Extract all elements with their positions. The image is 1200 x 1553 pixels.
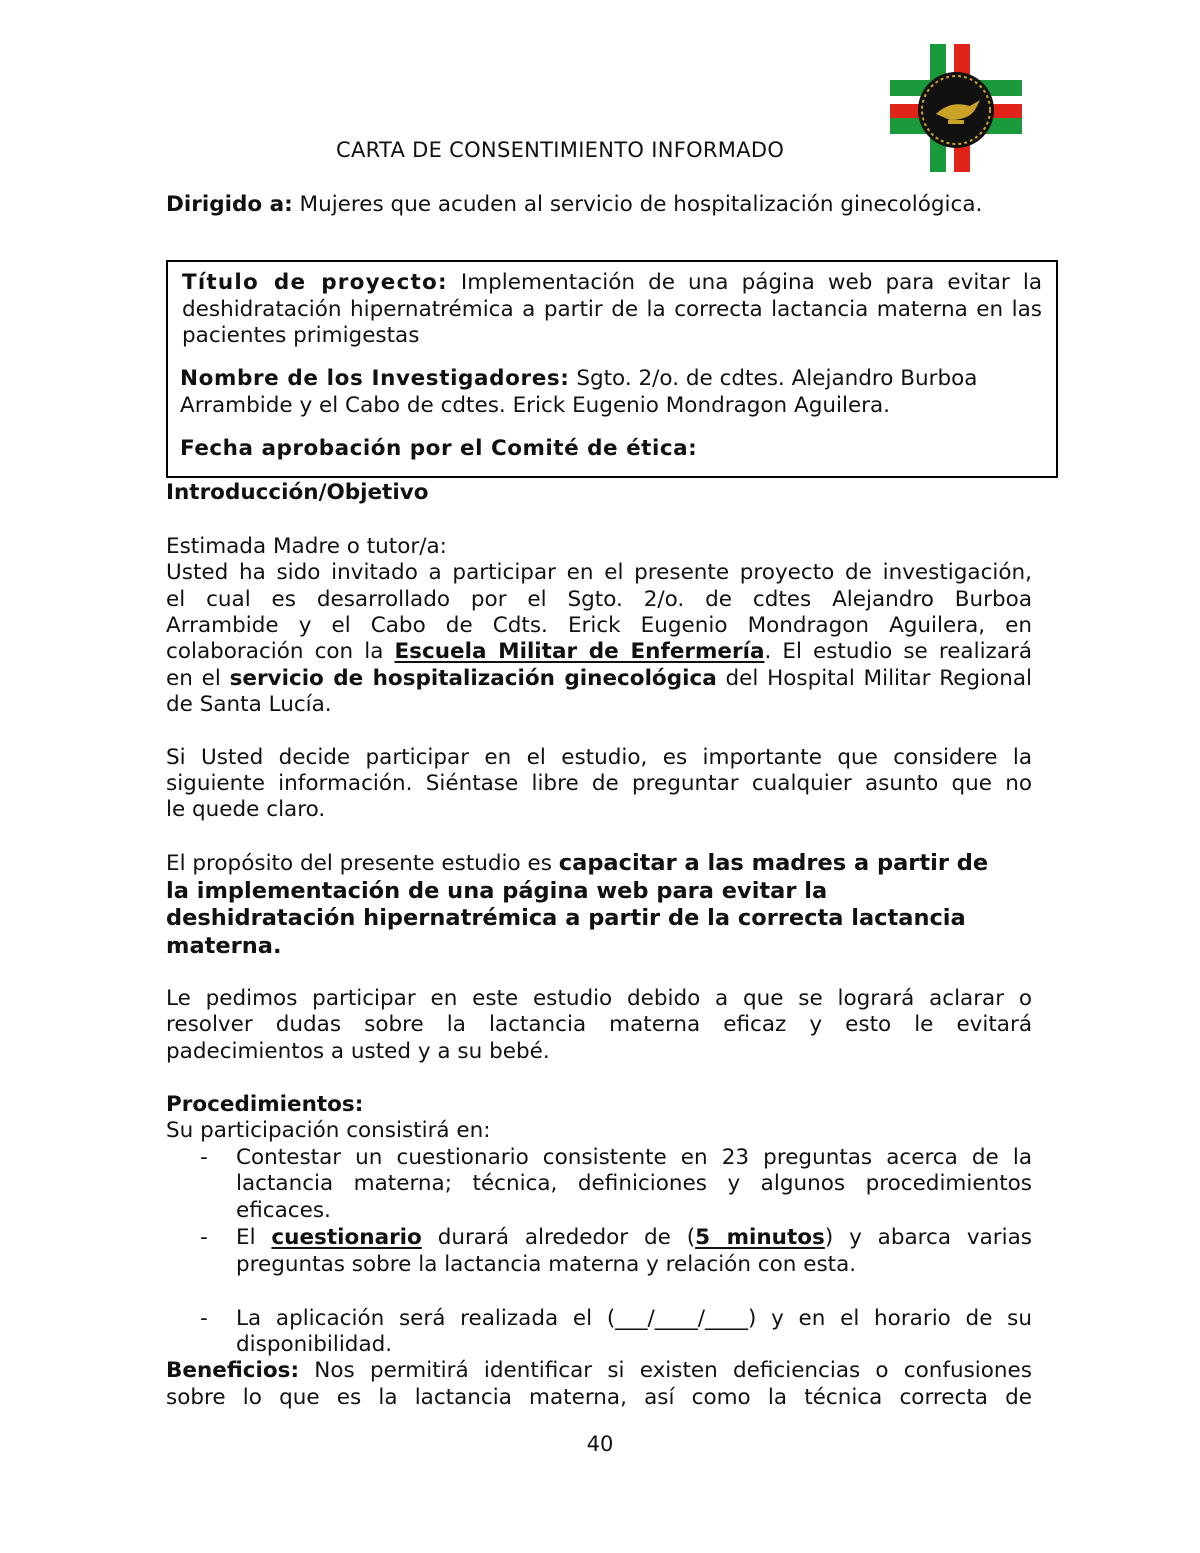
questionnaire-link: cuestionario bbox=[271, 1225, 422, 1250]
intro-p1-line2: el cual es desarrollado por el Sgto. 2/o. de cdtes Alejandro Burboa bbox=[166, 587, 1032, 612]
service-name: servicio de hospitalización ginecológica bbox=[229, 666, 717, 691]
ethics-approval-date: Fecha aprobación por el Comité de ética: bbox=[180, 436, 698, 461]
project-info-box bbox=[166, 260, 1058, 478]
project-title-text: Implementación de una página web para evitar la bbox=[447, 270, 1042, 295]
procedure-item3-line2: disponibilidad. bbox=[236, 1332, 393, 1357]
intro-p1-line5-b: del Hospital Militar Regional bbox=[716, 666, 1032, 691]
intro-p1-line1: Usted ha sido invitado a participar en el presente proyecto de investigación, bbox=[166, 560, 1032, 585]
intro-heading: Introducción/Objetivo bbox=[166, 480, 429, 505]
bullet-marker-3: - bbox=[200, 1306, 208, 1331]
intro-p1-line5-a: en el bbox=[166, 666, 230, 691]
purpose-line2: la implementación de una página web para evitar la bbox=[166, 878, 828, 904]
intro-p1-line3: Arrambide y el Cabo de Cdts. Erick Eugenio Mondragon Aguilera, en bbox=[166, 613, 1032, 638]
item2-c: ) y abarca varias bbox=[824, 1225, 1032, 1250]
purpose-line1 bbox=[166, 850, 1032, 878]
procedure-item2-line2: preguntas sobre la lactancia materna y relación con esta. bbox=[236, 1252, 857, 1277]
school-emblem-logo bbox=[890, 44, 1022, 172]
purpose-bold-a: capacitar a las madres a partir de bbox=[558, 850, 989, 876]
procedure-item1-line3: eficaces. bbox=[236, 1198, 331, 1223]
investigators-line1 bbox=[180, 366, 1042, 393]
intro-p2-line1: Si Usted decide participar en el estudio, es importante que considere la bbox=[166, 745, 1032, 770]
intro-p1-line4-b: . El estudio se realizará bbox=[764, 639, 1033, 664]
item2-b: durará alrededor de ( bbox=[421, 1225, 696, 1250]
procedure-item2-line1 bbox=[236, 1225, 1032, 1252]
intro-p1-line4 bbox=[166, 639, 1032, 666]
intro-p4-line2: resolver dudas sobre la lactancia materna eficaz y esto le evitará bbox=[166, 1012, 1032, 1037]
purpose-line4: materna. bbox=[166, 933, 282, 959]
item2-a: El bbox=[236, 1225, 272, 1250]
addressed-text: Mujeres que acuden al servicio de hospitalización ginecológica. bbox=[292, 192, 983, 217]
intro-p2-line2: siguiente información. Siéntase libre de preguntar cualquier asunto que no bbox=[166, 771, 1032, 796]
benefits-line2: sobre lo que es la lactancia materna, así como la técnica correcta de bbox=[166, 1385, 1032, 1410]
investigators-label: Nombre de los Investigadores: bbox=[180, 366, 570, 391]
intro-p4-line1: Le pedimos participar en este estudio debido a que se logrará aclarar o bbox=[166, 986, 1032, 1011]
benefits-line1 bbox=[166, 1358, 1032, 1385]
purpose-line3: deshidratación hipernatrémica a partir de la correcta lactancia bbox=[166, 905, 966, 931]
addressed-to bbox=[166, 192, 1066, 219]
intro-p2-line3: le quede claro. bbox=[166, 797, 326, 822]
purpose-line1-a: El propósito del presente estudio es bbox=[166, 851, 559, 876]
intro-p1-line4-a: colaboración con la bbox=[166, 639, 395, 664]
procedures-heading: Procedimientos: bbox=[166, 1092, 364, 1117]
intro-p4-line3: padecimientos a usted y a su bebé. bbox=[166, 1039, 550, 1064]
intro-p1-line6: de Santa Lucía. bbox=[166, 692, 332, 717]
investigators-line2: Arrambide y el Cabo de cdtes. Erick Eugenio Mondragon Aguilera. bbox=[180, 393, 891, 418]
benefits-label: Beneficios: bbox=[166, 1358, 300, 1383]
intro-greeting: Estimada Madre o tutor/a: bbox=[166, 534, 447, 559]
intro-p1-line5 bbox=[166, 666, 1032, 693]
investigators-text: Sgto. 2/o. de cdtes. Alejandro Burboa bbox=[569, 366, 978, 391]
page-number: 40 bbox=[586, 1432, 614, 1456]
benefits-text1: Nos permitirá identificar si existen deficiencias o confusiones bbox=[299, 1358, 1032, 1383]
procedure-item1-line2: lactancia materna; técnica, definiciones y algunos procedimientos bbox=[236, 1171, 1032, 1196]
procedure-item1-line1: Contestar un cuestionario consistente en 23 preguntas acerca de la bbox=[236, 1145, 1032, 1170]
addressed-label: Dirigido a: bbox=[166, 192, 293, 217]
procedure-item3-line1: La aplicación será realizada el (___/____/____) y en el horario de su bbox=[236, 1306, 1032, 1331]
project-title-line1 bbox=[182, 270, 1042, 297]
project-title-line2: deshidratación hipernatrémica a partir de la correcta lactancia materna en las bbox=[182, 297, 1042, 322]
project-title-label: Título de proyecto: bbox=[182, 270, 448, 295]
document-title: CARTA DE CONSENTIMIENTO INFORMADO bbox=[336, 138, 785, 162]
school-link: Escuela Militar de Enfermería bbox=[394, 639, 765, 664]
procedures-lead: Su participación consistirá en: bbox=[166, 1118, 491, 1143]
lamp-base bbox=[948, 120, 964, 124]
duration-value: 5 minutos bbox=[695, 1225, 825, 1250]
project-title-line3: pacientes primigestas bbox=[182, 323, 420, 348]
bullet-marker-2: - bbox=[200, 1225, 208, 1250]
bullet-marker-1: - bbox=[200, 1145, 208, 1170]
